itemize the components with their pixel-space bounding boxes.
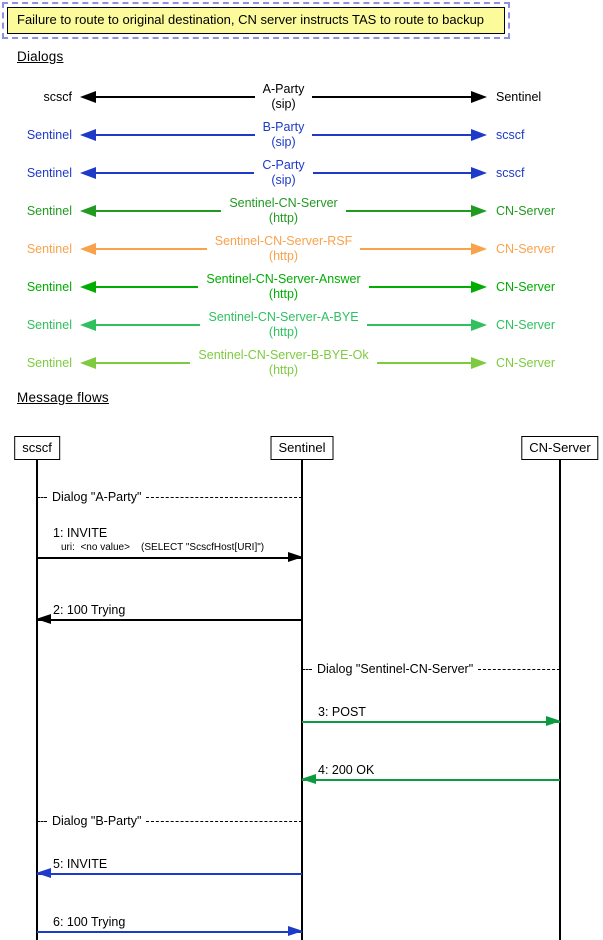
dialog-protocol: (http) — [268, 249, 299, 263]
dialog-marker-dash — [146, 821, 302, 822]
dialog-arrow-right-segment — [312, 91, 487, 103]
dialog-right-endpoint-label: CN-Server — [496, 356, 556, 370]
dialog-row — [0, 192, 603, 230]
dialog-name: A-Party — [262, 82, 305, 96]
dialog-row — [0, 230, 603, 268]
arrowhead-left-icon — [80, 129, 96, 141]
dialog-protocol: (sip) — [271, 97, 296, 111]
arrowhead-left-icon — [80, 167, 96, 179]
dialog-arrow-left-segment — [80, 357, 190, 369]
message — [37, 526, 302, 559]
dialog-line — [369, 286, 471, 288]
message-line — [37, 873, 302, 875]
dialog-row — [0, 268, 603, 306]
dialog-line — [312, 134, 471, 136]
message-arrowhead-icon — [288, 552, 303, 562]
message-label-text: 4: 200 OK — [318, 763, 375, 777]
dialog-line — [367, 324, 471, 326]
dialog-row — [0, 344, 603, 382]
dialog-name: Sentinel-CN-Server-Answer — [206, 272, 361, 286]
lifeline-box: scscf — [14, 436, 60, 460]
message-label — [53, 857, 107, 871]
dialog-name: Sentinel-CN-Server-B-BYE-Ok — [198, 348, 369, 362]
message — [37, 915, 302, 933]
arrowhead-left-icon — [80, 319, 96, 331]
dialog-arrow-left-segment — [80, 205, 221, 217]
message-line — [302, 721, 560, 723]
dialog-line — [96, 134, 255, 136]
arrowhead-right-icon — [471, 205, 487, 217]
dialog-arrow-left-segment — [80, 91, 255, 103]
dialog-line — [346, 210, 471, 212]
dialog-line — [96, 172, 254, 174]
dialog-arrow-left-segment — [80, 167, 254, 179]
dialog-line — [96, 324, 200, 326]
dialog-marker-dash — [302, 669, 312, 670]
dialog-line — [96, 96, 255, 98]
dialog-left-endpoint-label: Sentinel — [26, 356, 72, 370]
dialog-row — [0, 78, 603, 116]
dialog-arrow-left-segment — [80, 129, 255, 141]
arrowhead-right-icon — [471, 357, 487, 369]
dialog-arrow-left-segment — [80, 243, 207, 255]
message-label — [53, 603, 125, 617]
message-arrowhead-icon — [301, 774, 316, 784]
message-label-text: 2: 100 Trying — [53, 603, 126, 617]
arrowhead-right-icon — [471, 319, 487, 331]
dialog-left-endpoint-label: Sentinel — [26, 128, 72, 142]
dialog-line — [96, 210, 221, 212]
message-line — [302, 779, 560, 781]
message — [37, 603, 302, 621]
dialog-protocol: (sip) — [271, 173, 296, 187]
lifeline — [559, 460, 561, 940]
dialog-center-label — [198, 348, 368, 378]
arrowhead-right-icon — [471, 129, 487, 141]
message-flow-diagram — [0, 430, 603, 940]
dialog-marker — [302, 659, 560, 679]
dialog-marker-dash — [37, 497, 47, 498]
dialog-right-endpoint-label: scscf — [496, 166, 525, 180]
dialog-arrow-right-segment — [367, 319, 487, 331]
dialog-name: C-Party — [262, 158, 305, 172]
dialog-line — [313, 172, 471, 174]
arrowhead-left-icon — [80, 357, 96, 369]
arrowhead-left-icon — [80, 205, 96, 217]
lifeline-box: CN-Server — [521, 436, 598, 460]
dialog-left-endpoint-label: Sentinel — [26, 280, 72, 294]
banner-selection-marquee — [2, 2, 510, 39]
arrowhead-right-icon — [471, 91, 487, 103]
message-arrowhead-icon — [546, 716, 561, 726]
lifeline-box: Sentinel — [271, 436, 334, 460]
dialog-arrow-right-segment — [346, 205, 487, 217]
arrowhead-right-icon — [471, 243, 487, 255]
dialog-arrow-right-segment — [360, 243, 487, 255]
dialog-center-label — [215, 234, 353, 264]
dialog-name: Sentinel-CN-Server — [229, 196, 338, 210]
dialog-right-endpoint-label: CN-Server — [496, 318, 556, 332]
message-line — [37, 931, 302, 933]
scenario-description-note[interactable]: Failure to route to original destination, CN server instructs TAS to route to backup — [7, 7, 505, 34]
dialog-protocol: (http) — [268, 363, 299, 377]
arrowhead-left-icon — [80, 91, 96, 103]
dialog-center-label — [263, 82, 305, 112]
message-arrowhead-icon — [36, 614, 51, 624]
message — [37, 857, 302, 875]
dialog-right-endpoint-label: CN-Server — [496, 242, 556, 256]
dialog-line — [312, 96, 471, 98]
dialog-name: Sentinel-CN-Server-RSF — [214, 234, 353, 248]
dialog-center-label — [263, 120, 305, 150]
arrowhead-right-icon — [471, 281, 487, 293]
dialog-marker-label: Dialog "Sentinel-CN-Server" — [317, 662, 474, 676]
dialog-marker — [37, 811, 302, 831]
message-label — [318, 705, 366, 719]
dialog-center-label — [206, 272, 360, 302]
dialog-protocol: (http) — [268, 325, 299, 339]
message-label-text: 5: INVITE — [53, 857, 108, 871]
dialog-arrow-left-segment — [80, 319, 200, 331]
dialog-protocol: (http) — [268, 211, 299, 225]
dialog-marker-dash — [146, 497, 302, 498]
dialog-protocol: (http) — [268, 287, 299, 301]
dialog-marker-label: Dialog "B-Party" — [52, 814, 142, 828]
dialog-row — [0, 154, 603, 192]
message-label — [53, 915, 125, 929]
message — [302, 705, 560, 723]
arrowhead-left-icon — [80, 243, 96, 255]
message-label-text: 1: INVITE — [53, 526, 108, 540]
dialogs-list — [0, 78, 603, 382]
message-label-text: 6: 100 Trying — [53, 915, 126, 929]
dialog-line — [96, 362, 190, 364]
dialog-arrow-right-segment — [369, 281, 487, 293]
message-flows-heading: Message flows — [17, 390, 109, 405]
dialogs-heading: Dialogs — [17, 49, 64, 64]
message-line — [37, 557, 302, 559]
dialog-line — [96, 286, 198, 288]
message-line — [37, 619, 302, 621]
message-label-text: 3: POST — [318, 705, 366, 719]
dialog-arrow-right-segment — [313, 167, 487, 179]
message-sublabel-text: uri: <no value> (SELECT "ScscfHost[URI]") — [61, 542, 265, 553]
message — [302, 763, 560, 781]
dialog-right-endpoint-label: CN-Server — [496, 204, 556, 218]
dialog-center-label — [229, 196, 337, 226]
message-arrowhead-icon — [288, 926, 303, 936]
dialog-row — [0, 306, 603, 344]
message-label — [318, 763, 374, 777]
dialog-center-label — [262, 158, 304, 188]
dialog-arrow-left-segment — [80, 281, 198, 293]
lifeline — [301, 460, 303, 940]
dialog-left-endpoint-label: Sentinel — [26, 318, 72, 332]
dialog-line — [377, 362, 471, 364]
dialog-left-endpoint-label: Sentinel — [26, 242, 72, 256]
dialog-right-endpoint-label: scscf — [496, 128, 525, 142]
dialog-left-endpoint-label: Sentinel — [26, 204, 72, 218]
dialog-arrow-right-segment — [377, 357, 487, 369]
message-arrowhead-icon — [36, 868, 51, 878]
arrowhead-right-icon — [471, 167, 487, 179]
dialog-center-label — [208, 310, 358, 340]
dialog-marker-label: Dialog "A-Party" — [52, 490, 142, 504]
dialog-protocol: (sip) — [271, 135, 296, 149]
message-label — [53, 526, 264, 555]
dialog-marker-dash — [37, 821, 47, 822]
arrowhead-left-icon — [80, 281, 96, 293]
dialog-left-endpoint-label: scscf — [43, 90, 72, 104]
dialog-right-endpoint-label: Sentinel — [496, 90, 542, 104]
dialog-name: B-Party — [262, 120, 305, 134]
dialog-marker-dash — [478, 669, 560, 670]
dialog-left-endpoint-label: Sentinel — [26, 166, 72, 180]
dialog-right-endpoint-label: CN-Server — [496, 280, 556, 294]
dialog-marker — [37, 487, 302, 507]
dialog-arrow-right-segment — [312, 129, 487, 141]
dialog-row — [0, 116, 603, 154]
dialog-line — [360, 248, 471, 250]
dialog-line — [96, 248, 207, 250]
dialog-name: Sentinel-CN-Server-A-BYE — [208, 310, 359, 324]
